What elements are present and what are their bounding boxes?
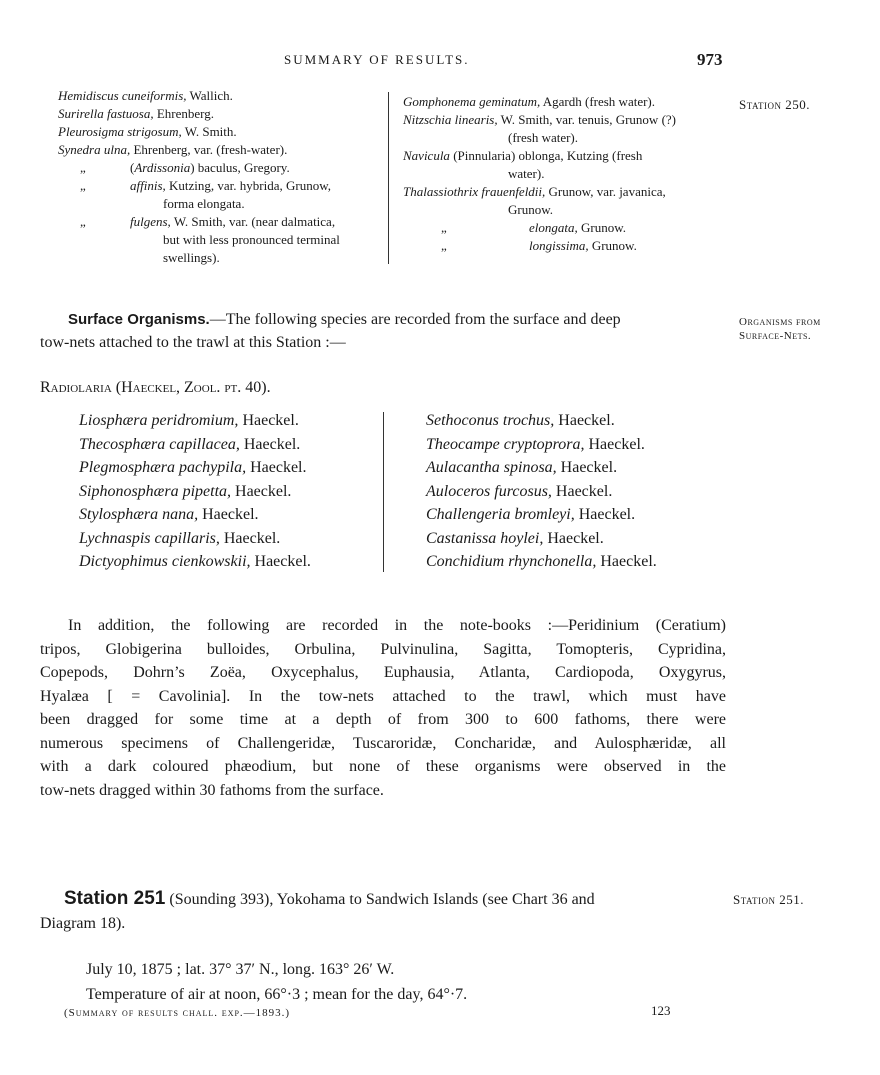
continuation-text: Grunow. — [508, 202, 554, 217]
surface-organisms-line1 — [68, 308, 621, 332]
continuation-text: swellings). — [163, 250, 220, 265]
species-name: Ardissonia — [134, 160, 191, 175]
species-name: Aulacantha spinosa, — [426, 459, 557, 476]
list-item — [403, 111, 676, 129]
list-item — [403, 165, 676, 183]
list-item — [426, 480, 657, 504]
species-author: Ehrenberg. — [153, 106, 214, 121]
species-name: Thalassiothrix frauenfeldii, — [403, 184, 546, 199]
list-item — [403, 129, 676, 147]
notebooks-paragraph — [40, 614, 726, 802]
list-item — [58, 105, 340, 123]
list-item — [426, 503, 657, 527]
species-paren: ( — [130, 160, 135, 175]
list-item — [58, 195, 340, 213]
ditto-mark: „ — [80, 214, 86, 229]
station-251-text: (Sounding 393), Yokohama to Sandwich Islands (see Chart 36 and — [165, 891, 595, 908]
species-name: Challengeria bromleyi, — [426, 506, 575, 523]
species-author: Haeckel. — [231, 482, 292, 500]
species-name: affinis, — [130, 178, 166, 193]
diatom-list-left — [58, 87, 340, 267]
species-author: Haeckel. — [596, 553, 657, 570]
radiolaria-list-left — [79, 409, 311, 574]
species-name: Conchidium rhynchonella, — [426, 553, 597, 570]
list-item — [58, 123, 340, 141]
species-name: Dictyophimus cienkowskii, — [79, 553, 251, 570]
species-author: Haeckel. — [574, 506, 636, 523]
species-name: Hemidiscus cuneiformis, — [58, 88, 187, 103]
list-item — [426, 433, 657, 457]
list-item — [79, 503, 311, 527]
species-author: Haeckel. — [239, 435, 301, 453]
list-item — [426, 550, 657, 574]
page-number: 973 — [697, 50, 723, 69]
species-name: Liosphæra peridromium, — [79, 412, 239, 429]
species-author: Haeckel. — [219, 529, 281, 547]
species-author: Haeckel. — [584, 435, 645, 453]
species-author: Ehrenberg, var. (fresh-water). — [130, 142, 288, 157]
continuation-text: forma elongata. — [163, 196, 245, 211]
date-line: July 10, 1875 ; lat. 37° 37′ N., long. 163° 26′ W. — [86, 961, 395, 978]
continuation-text: (fresh water). — [508, 130, 579, 145]
sidenote-station-250: Station 250. — [739, 97, 811, 112]
species-author: ) baculus, Gregory. — [190, 160, 290, 175]
species-author: Haeckel. — [238, 412, 299, 429]
station-251-title: Station 251 — [64, 888, 166, 909]
paragraph-line: with a dark coloured phæodium, but none of these organisms were observed in the — [40, 758, 726, 775]
species-name: fulgens, — [130, 214, 171, 229]
running-title: SUMMARY OF RESULTS. — [284, 52, 470, 67]
paragraph-line: tow-nets dragged within 30 fathoms from the surface. — [40, 781, 384, 799]
species-name: Gomphonema geminatum, — [403, 94, 541, 109]
ditto-mark: „ — [441, 220, 447, 235]
list-item — [403, 201, 676, 219]
list-item — [58, 231, 340, 249]
paragraph-line: In addition, the following are recorded in the note-books :—Peridinium (Ceratium) — [68, 617, 726, 634]
surface-organisms-heading: Surface Organisms. — [68, 311, 210, 328]
paragraph-line: Hyalæa [ = Cavolinia]. In the tow-nets attached to the trawl, which must have — [40, 687, 726, 705]
species-name: Stylosphæra nana, — [79, 506, 199, 523]
species-author: Haeckel. — [250, 553, 311, 570]
station-251-line2: Diagram 18). — [40, 915, 126, 932]
species-name: Thecosphæra capillacea, — [79, 435, 240, 453]
species-name: elongata, — [529, 220, 578, 235]
list-item — [79, 480, 311, 504]
list-item — [403, 219, 676, 237]
station-251-line1 — [64, 887, 595, 912]
list-item — [58, 249, 340, 267]
list-item — [79, 550, 311, 574]
species-author: Haeckel. — [198, 506, 259, 523]
list-item — [426, 456, 657, 480]
paragraph-line: been dragged for some time at a depth of from 300 to 600 fathoms, there were — [40, 711, 726, 728]
species-name: Navicula — [403, 148, 450, 163]
diatom-list-right — [403, 93, 676, 255]
list-item — [426, 409, 657, 433]
species-name: Synedra ulna, — [58, 142, 131, 157]
sidenote-organisms-line1: Organisms from — [739, 316, 821, 328]
species-author: Haeckel. — [551, 482, 613, 500]
species-name: Theocampe cryptoprora, — [426, 435, 585, 453]
ditto-mark: „ — [80, 160, 86, 175]
list-item — [403, 237, 676, 255]
species-author: (Pinnularia) oblonga, Kutzing (fresh — [449, 148, 643, 163]
species-name: Lychnaspis capillaris, — [79, 529, 220, 547]
species-author: Haeckel. — [556, 459, 618, 476]
species-author: Haeckel. — [554, 412, 615, 429]
list-item — [58, 213, 340, 231]
species-author: Kutzing, var. hybrida, Grunow, — [165, 178, 332, 193]
species-name: Plegmosphæra pachypila, — [79, 459, 247, 476]
list-item — [79, 456, 311, 480]
species-name: Surirella fastuosa, — [58, 106, 154, 121]
species-author: Grunow. — [577, 220, 627, 235]
species-name: Siphonosphæra pipetta, — [79, 482, 232, 500]
list-item — [79, 527, 311, 551]
temperature-line: Temperature of air at noon, 66°·3 ; mean for the day, 64°·7. — [86, 986, 468, 1003]
species-author: W. Smith. — [181, 124, 237, 139]
radiolaria-heading: Radiolaria (Haeckel, Zool. pt. 40). — [40, 379, 271, 396]
signature-mark: 123 — [651, 1003, 671, 1018]
column-divider — [388, 92, 389, 264]
paragraph-line: numerous specimens of Challengeridæ, Tuscaroridæ, Concharidæ, and Aulosphæridæ, all — [40, 734, 726, 752]
list-item — [58, 87, 340, 105]
surface-organisms-text: —The following species are recorded from the surface and deep — [209, 311, 621, 328]
species-author: W. Smith, var. (near dalmatica, — [170, 214, 336, 229]
species-author: Haeckel. — [543, 529, 604, 547]
species-name: Sethoconus trochus, — [426, 412, 555, 429]
species-author: Haeckel. — [246, 459, 307, 476]
list-item — [79, 433, 311, 457]
list-item — [79, 409, 311, 433]
sidenote-organisms-line2: Surface-Nets. — [739, 330, 812, 342]
sidenote-station-251: Station 251. — [733, 892, 805, 907]
list-item — [403, 147, 676, 165]
ditto-mark: „ — [441, 238, 447, 253]
list-item — [58, 159, 340, 177]
species-name: Pleurosigma strigosum, — [58, 124, 182, 139]
continuation-text: water). — [508, 166, 545, 181]
list-item — [426, 527, 657, 551]
species-name: Castanissa hoylei, — [426, 529, 544, 547]
list-item — [58, 141, 340, 159]
footer-note: (Summary of results chall. exp.—1893.) — [64, 1007, 291, 1019]
species-author: Grunow, var. javanica, — [545, 184, 666, 199]
species-author: Grunow. — [588, 238, 637, 253]
species-author: Wallich. — [186, 88, 233, 103]
species-author: Agardh (fresh water). — [540, 94, 656, 109]
species-name: Nitzschia linearis, — [403, 112, 498, 127]
species-author: W. Smith, var. tenuis, Grunow (?) — [497, 112, 677, 127]
ditto-mark: „ — [80, 178, 86, 193]
paragraph-line: tripos, Globigerina bulloides, Orbulina, Pulvinulina, Sagitta, Tomopteris, Cypridina, — [40, 640, 726, 658]
list-item — [403, 183, 676, 201]
continuation-text: but with less pronounced terminal — [163, 232, 340, 247]
radiolaria-column-divider — [383, 412, 384, 572]
species-name: longissima, — [529, 238, 589, 253]
list-item — [58, 177, 340, 195]
species-name: Auloceros furcosus, — [426, 482, 552, 500]
radiolaria-list-right — [426, 409, 657, 574]
surface-organisms-line2: tow-nets attached to the trawl at this Station :— — [40, 334, 346, 351]
paragraph-line: Copepods, Dohrn’s Zoëa, Oxycephalus, Euphausia, Atlanta, Cardiopoda, Oxygyrus, — [40, 664, 726, 681]
list-item — [403, 93, 676, 111]
